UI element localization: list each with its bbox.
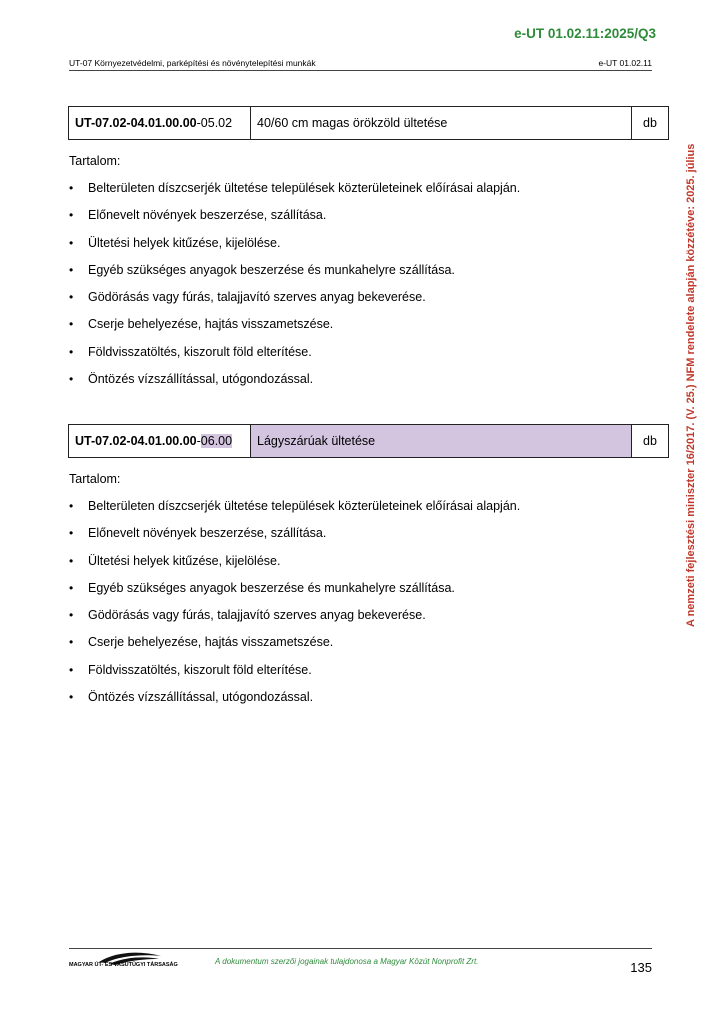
item-code	[69, 425, 251, 457]
list-item-text: Gödörásás vagy fúrás, talajjavító szerves anyag bekeverése.	[88, 608, 426, 623]
bullet-icon: •	[69, 372, 74, 387]
list-item	[69, 663, 520, 690]
bullet-icon: •	[69, 608, 74, 623]
bullet-icon: •	[69, 317, 74, 332]
road-logo-icon	[69, 950, 164, 972]
bullet-icon: •	[69, 499, 74, 513]
bullet-icon: •	[69, 262, 74, 277]
list-item-text: Földvisszatöltés, kiszorult föld elterítése.	[88, 344, 312, 359]
bullet-icon: •	[69, 690, 74, 705]
chapter-title: UT-07 Környezetvédelmi, parképítési és növénytelepítési munkák	[69, 58, 316, 68]
list-item	[69, 608, 520, 635]
list-item-text: Egyéb szükséges anyagok beszerzése és munkahelyre szállítása.	[88, 262, 455, 277]
footer-divider	[69, 948, 652, 949]
list-item	[69, 208, 520, 235]
item-code	[69, 107, 251, 139]
item-code-suffix: -	[196, 434, 201, 448]
bullet-icon: •	[69, 344, 74, 359]
list-item	[69, 635, 520, 662]
list-item-text: Cserje behelyezése, hajtás visszametszése.	[88, 317, 334, 332]
item-unit: db	[643, 116, 657, 130]
list-item	[69, 372, 520, 399]
item-code-main: UT-07.02-04.01.00.00	[75, 116, 197, 130]
content-list	[69, 499, 520, 717]
list-item-text: Földvisszatöltés, kiszorult föld elterítése.	[88, 662, 312, 677]
list-item	[69, 290, 520, 317]
list-item	[69, 581, 520, 608]
item-code-suffix-highlight: 06.00	[200, 434, 233, 448]
list-item	[69, 554, 520, 581]
header-ref: e-UT 01.02.11	[598, 58, 652, 68]
list-item	[69, 263, 520, 290]
item-name: 40/60 cm magas örökzöld ültetése	[251, 107, 632, 139]
list-item-text: Cserje behelyezése, hajtás visszametszése.	[88, 635, 334, 650]
document-code: e-UT 01.02.11:2025/Q3	[514, 26, 656, 41]
list-item-text: Előnevelt növények beszerzése, szállítása.	[88, 208, 327, 223]
page-number: 135	[630, 960, 652, 975]
bullet-icon: •	[69, 580, 74, 595]
item-code-main: UT-07.02-04.01.00.00	[75, 434, 197, 448]
item-code-suffix: -05.02	[196, 116, 233, 130]
list-item-text: Ültetési helyek kitűzése, kijelölése.	[88, 553, 281, 568]
list-item-text: Belterületen díszcserjék ültetése települések közterületeinek előírásai alapján.	[88, 181, 521, 195]
bullet-icon: •	[69, 181, 74, 195]
bullet-icon: •	[69, 526, 74, 541]
list-item-text: Egyéb szükséges anyagok beszerzése és munkahelyre szállítása.	[88, 580, 455, 595]
list-item-text: Ültetési helyek kitűzése, kijelölése.	[88, 235, 281, 250]
copyright-note: A dokumentum szerzői jogainak tulajdonosa a Magyar Közút Nonprofit Zrt.	[215, 957, 479, 966]
item-unit: db	[643, 434, 657, 448]
list-item	[69, 236, 520, 263]
logo-text: MAGYAR ÚT- ÉS VASÚTÜGYI TÁRSASÁG	[69, 962, 178, 968]
list-item-text: Öntözés vízszállítással, utógondozással.	[88, 690, 314, 705]
content-label: Tartalom:	[69, 472, 121, 486]
list-item-text: Gödörásás vagy fúrás, talajjavító szerves anyag bekeverése.	[88, 290, 426, 305]
item-table	[68, 424, 669, 458]
list-item-text: Öntözés vízszállítással, utógondozással.	[88, 372, 314, 387]
list-item-text: Előnevelt növények beszerzése, szállítása.	[88, 526, 327, 541]
list-item	[69, 499, 520, 526]
bullet-icon: •	[69, 208, 74, 223]
item-name: Lágyszárúak ültetése	[251, 425, 632, 457]
publication-note: A nemzeti fejlesztési miniszter 16/2017. (V. 25.) NFM rendelete alapján közzétéve: 2025. július	[685, 143, 697, 627]
bullet-icon: •	[69, 290, 74, 305]
list-item-text: Belterületen díszcserjék ültetése települések közterületeinek előírásai alapján.	[88, 499, 521, 513]
list-item	[69, 181, 520, 208]
item-table	[68, 106, 669, 140]
bullet-icon: •	[69, 662, 74, 677]
bullet-icon: •	[69, 635, 74, 650]
list-item	[69, 317, 520, 344]
list-item	[69, 345, 520, 372]
bullet-icon: •	[69, 235, 74, 250]
bullet-icon: •	[69, 553, 74, 568]
running-header	[69, 58, 652, 71]
list-item	[69, 526, 520, 553]
list-item	[69, 690, 520, 717]
content-list	[69, 181, 520, 399]
content-label: Tartalom:	[69, 154, 121, 168]
